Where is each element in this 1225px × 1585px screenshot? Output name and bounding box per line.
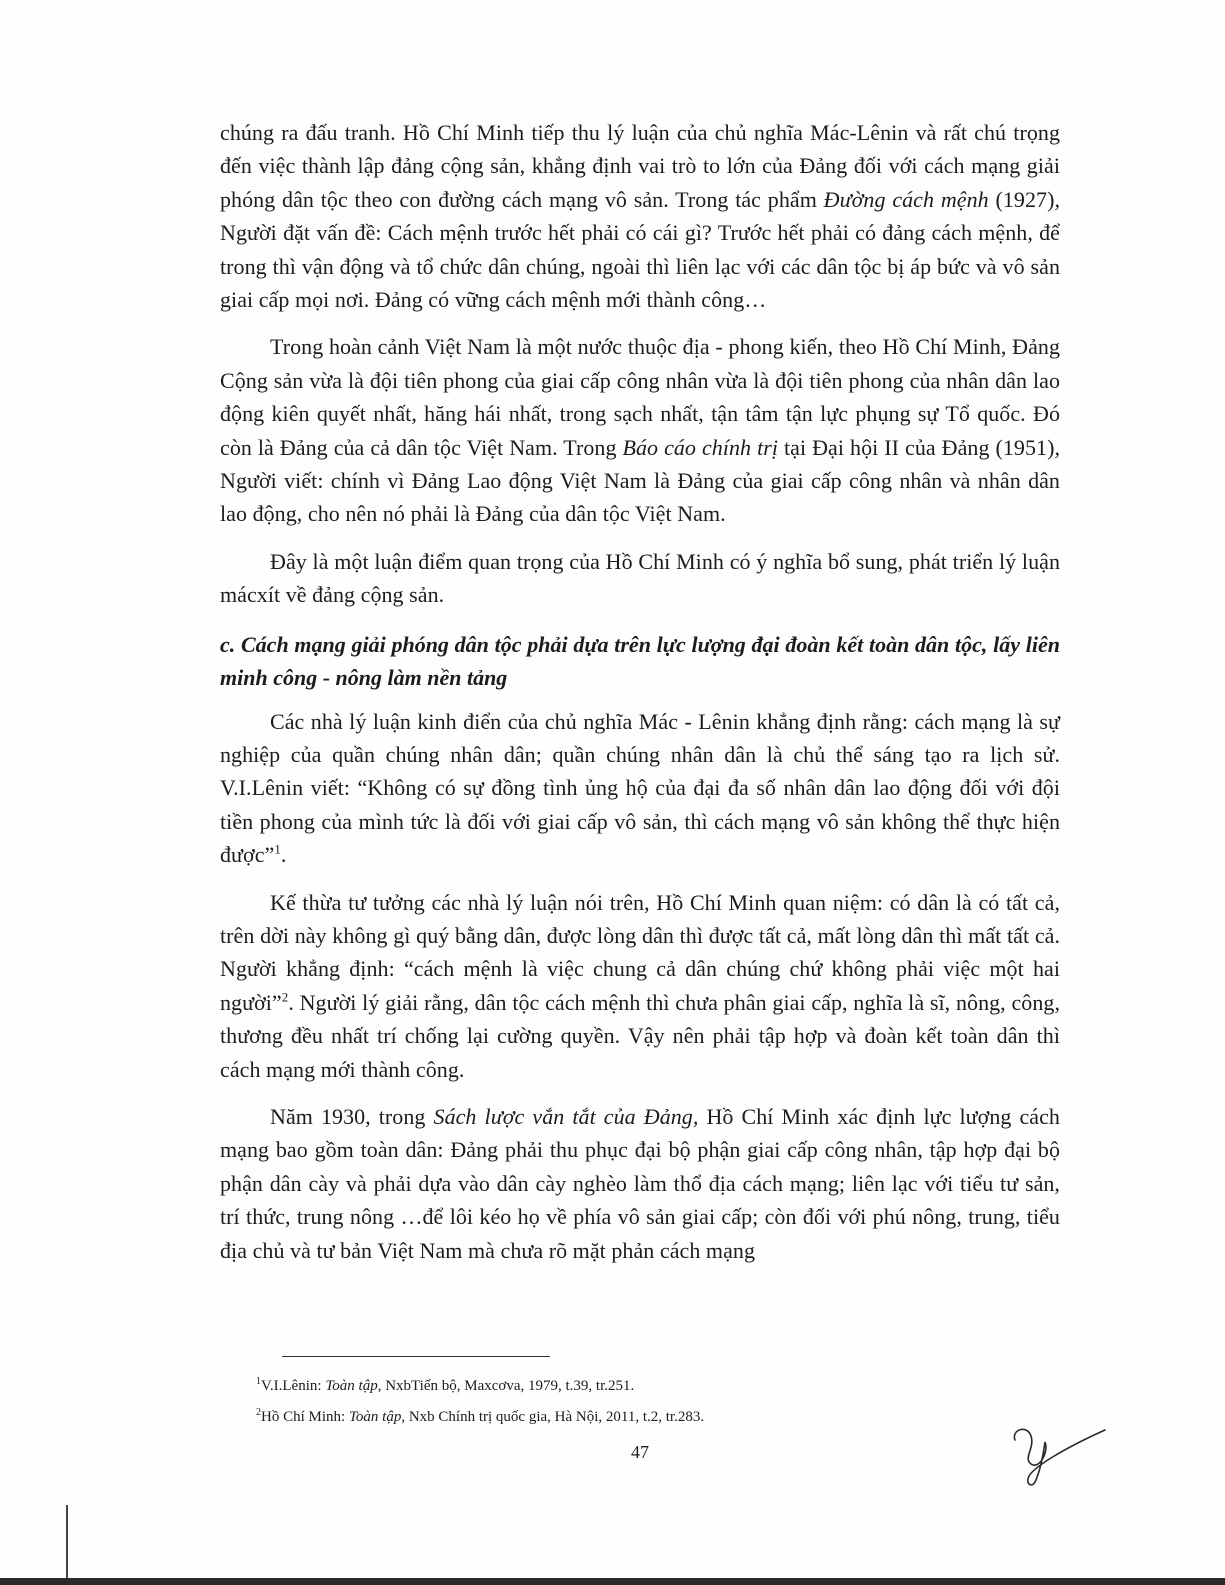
paragraph-5-text-rest: . Người lý giải rằng, dân tộc cách mệnh thì chưa phân giai cấp, nghĩa là sĩ, nông, công, thương đều nhất trí chống lại cường quyền. Vậy nên phải tập hợp và đoàn kết toàn dân thì cách mạng mới thành công. bbox=[220, 989, 1060, 1082]
section-heading-c: c. Cách mạng giải phóng dân tộc phải dựa trên lực lượng đại đoàn kết toàn dân tộc, lấy liên minh công - nông làm nền tảng bbox=[220, 631, 1060, 691]
paragraph-2-text: Trong hoàn cảnh Việt Nam là một nước thuộc địa - phong kiến, theo Hồ Chí Minh, Đảng Cộng sản vừa là đội tiên phong của giai cấp công nhân vừa là đội tiên phong của nhân dân lao động kiên quyết nhất, hăng hái nhất, trong sạch nhất, tận tâm tận lực phụng sự Tổ quốc. Đó còn là Đảng của cả dân tộc Việt Nam. Trong bbox=[220, 334, 1060, 460]
scan-edge-left bbox=[66, 1505, 68, 1578]
paragraph-3 bbox=[220, 545, 1060, 612]
work-title-duong-cach-menh: Đường cách mệnh bbox=[823, 186, 989, 212]
paragraph-6-text: Năm 1930, trong bbox=[270, 1103, 434, 1129]
paragraph-1 bbox=[220, 116, 1060, 316]
footnote-2-mark: 2 bbox=[256, 1407, 261, 1418]
footnote-1-author: V.I.Lênin: bbox=[261, 1378, 326, 1394]
footnote-1 bbox=[256, 1376, 1016, 1396]
paragraph-4-text: Các nhà lý luận kinh điển của chủ nghĩa Mác - Lênin khẳng định rằng: cách mạng là sự nghiệp của quần chúng nhân dân; quần chúng nhân dân là chủ thể sáng tạo ra lịch sử. V.I.Lênin viết: “Không có sự đồng tình ủng hộ của đại đa số nhân dân lao động đối với đội tiền phong của mình tức là đối với giai cấp vô sản, thì cách mạng vô sản không thể thực hiện được” bbox=[220, 708, 1060, 868]
paragraph-6 bbox=[220, 1100, 1060, 1267]
paragraph-4 bbox=[220, 705, 1060, 872]
work-title-bao-cao-chinh-tri: Báo cáo chính trị bbox=[622, 434, 779, 460]
page-number: 47 bbox=[631, 1442, 649, 1462]
body-text bbox=[220, 116, 1060, 1267]
footnote-ref-1: 1 bbox=[274, 841, 281, 857]
scan-edge-bottom bbox=[0, 1578, 1225, 1585]
footnote-1-detail: , NxbTiến bộ, Maxcơva, 1979, t.39, tr.251. bbox=[377, 1378, 635, 1394]
handwritten-initial-signature bbox=[1005, 1418, 1115, 1488]
paragraph-5 bbox=[220, 886, 1060, 1086]
footnote-2-title: Toàn tập bbox=[348, 1409, 402, 1425]
paragraph-1-text: chúng ra đấu tranh. Hồ Chí Minh tiếp thu lý luận của chủ nghĩa Mác-Lênin và rất chú trọng đến việc thành lập đảng cộng sản, khẳng định vai trò to lớn của Đảng đối với cách mạng giải phóng dân tộc theo con đường cách mạng vô sản. Trong tác phẩm bbox=[220, 120, 1060, 212]
footnote-2-author: Hồ Chí Minh: bbox=[261, 1409, 349, 1425]
footnote-2 bbox=[256, 1407, 1016, 1427]
paragraph-5-text: Kế thừa tư tưởng các nhà lý luận nói trên, Hồ Chí Minh quan niệm: có dân là có tất cả, trên dời này không gì quý bằng dân, được lòng dân thì được tất cả, mất lòng dân thì mất tất cả. Người khẳng định: “cách mệnh là việc chung cả dân chúng chứ không phải việc một hai người” bbox=[220, 889, 1060, 1015]
footnote-separator bbox=[282, 1356, 550, 1357]
paragraph-2 bbox=[220, 330, 1060, 530]
work-title-sach-luoc: Sách lược vắn tắt của Đảng, bbox=[433, 1103, 699, 1129]
footnote-2-detail: , Nxb Chính trị quốc gia, Hà Nội, 2011, t.2, tr.283. bbox=[401, 1409, 705, 1425]
footnotes bbox=[256, 1376, 1016, 1438]
paragraph-2-text-rest: tại Đại hội II của Đảng (1951), Người viết: chính vì Đảng Lao động Việt Nam là Đảng của giai cấp công nhân và nhân dân lao động, cho nên nó phải là Đảng của dân tộc Việt Nam. bbox=[220, 434, 1060, 527]
paragraph-4-end: . bbox=[280, 842, 287, 868]
footnote-1-title: Toàn tập bbox=[325, 1378, 378, 1394]
paragraph-1-text-rest: (1927), Người đặt vấn đề: Cách mệnh trước hết phải có cái gì? Trước hết phải có đảng cách mệnh, để trong thì vận động và tổ chức dân chúng, ngoài thì liên lạc với các dân tộc bị áp bức và vô sản giai cấp mọi nơi. Đảng có vững cách mệnh mới thành công… bbox=[220, 186, 1060, 313]
footnote-ref-2: 2 bbox=[281, 989, 289, 1005]
footnote-1-mark: 1 bbox=[256, 1376, 261, 1387]
paragraph-3-text: Đây là một luận điểm quan trọng của Hồ Chí Minh có ý nghĩa bổ sung, phát triển lý luận mácxít về đảng cộng sản. bbox=[220, 548, 1060, 608]
paragraph-6-text-rest: Hồ Chí Minh xác định lực lượng cách mạng bao gồm toàn dân: Đảng phải thu phục đại bộ phận giai cấp công nhân, tập hợp đại bộ phận dân cày và phải dựa vào dân cày nghèo làm thổ địa cách mạng; liên lạc với tiểu tư sản, trí thức, trung nông …để lôi kéo họ về phía vô sản giai cấp; còn đối với phú nông, trung, tiểu địa chủ và tư bản Việt Nam mà chưa rõ mặt phản cách mạng bbox=[220, 1103, 1060, 1263]
